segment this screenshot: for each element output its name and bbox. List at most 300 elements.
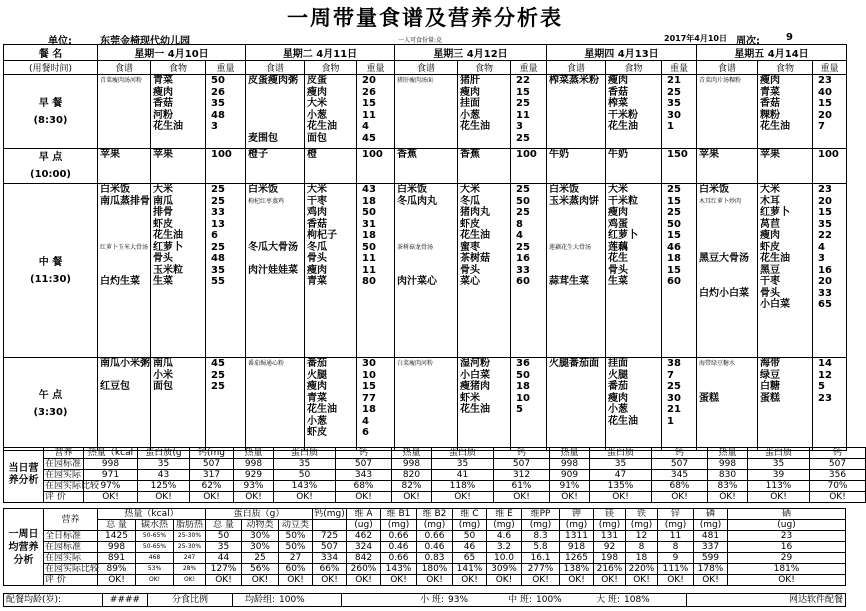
daily-header-cell: 钙 — [494, 448, 550, 459]
food-amount: 18 — [516, 381, 530, 392]
daily-value-cell: 68% — [652, 481, 708, 492]
avg-age-label: 配餐均龄(岁): — [4, 594, 103, 607]
food-name: 莲藕 — [608, 241, 628, 253]
weekly-group-header: 维 C — [453, 509, 487, 520]
food-name: 干米粒 — [608, 195, 638, 207]
daily-value-cell: 507 — [494, 459, 550, 470]
food-name: 瘦肉 — [760, 230, 780, 241]
weekly-value-cell: 25-30% — [174, 542, 206, 553]
ratio-label: 分食比例 — [148, 594, 233, 607]
daily-analysis-title: 当日营养分析 — [4, 448, 44, 503]
food-amount: 20 — [818, 109, 832, 121]
food-amount: 15 — [818, 207, 832, 218]
weekly-row-label: 全日标准 — [44, 531, 98, 542]
weekly-value-cell: 60% — [279, 564, 313, 575]
food-name: 南瓜 — [153, 358, 173, 369]
food-amount: 10 — [516, 392, 530, 404]
daily-value-cell: 343 — [336, 470, 392, 481]
weekly-sub-header: (ug) — [347, 520, 381, 531]
daily-header-cell: 热量（kcal — [84, 448, 138, 459]
meal-label — [4, 184, 98, 358]
dish-name: 皮蛋瘦肉粥 — [248, 75, 298, 86]
weekly-value-cell: 53% — [136, 564, 174, 575]
food-amount: 15 — [667, 264, 681, 276]
food-amount: 4 — [362, 415, 369, 427]
food-name: 青菜 — [153, 75, 173, 86]
food-amount: 22 — [818, 230, 832, 241]
daily-value-cell: 998 — [708, 459, 748, 470]
recipe-cell — [395, 149, 458, 184]
dish-name: 红豆包 — [100, 381, 130, 392]
dish-name: 白米饭 — [699, 184, 729, 195]
weekly-sub-header: (mg) — [694, 520, 728, 531]
weekly-value-cell: 27 — [279, 553, 313, 564]
daily-header-cell: 钙 — [810, 448, 866, 459]
food-name: 白糖 — [760, 381, 780, 392]
food-name: 莴苣 — [760, 218, 780, 230]
dish-name — [248, 427, 302, 439]
daily-value-cell: OK! — [190, 492, 234, 503]
weekly-value-cell: 891 — [98, 553, 136, 564]
weekly-value-cell: 277% — [522, 564, 560, 575]
dish-name: 青菜肉片汤粿粉 — [699, 77, 742, 84]
food-name: 红萝卜 — [608, 230, 638, 241]
amount-cell — [206, 358, 246, 451]
food-amount: 25 — [211, 195, 225, 207]
food-name: 花生油 — [460, 230, 490, 241]
amount-cell — [813, 75, 847, 149]
daily-value-cell: 83% — [708, 481, 748, 492]
recipe-cell — [547, 149, 606, 184]
dish-name — [549, 207, 603, 219]
daily-value-cell: 909 — [550, 470, 590, 481]
amount-cell — [813, 358, 847, 451]
food-amount: 25 — [516, 241, 530, 253]
mid-class-value: 100% — [534, 594, 578, 607]
food-amount: 26 — [362, 86, 376, 98]
food-amount: 1 — [667, 121, 674, 132]
food-amount: 21 — [667, 404, 681, 415]
weekly-row-label: 在园实际 — [44, 553, 98, 564]
dish-name — [549, 121, 603, 133]
day-header: 星期五 4月14日 — [697, 45, 847, 61]
weekly-value-cell: 50 — [453, 531, 487, 542]
recipe-cell — [246, 358, 305, 451]
food-name: 干枣 — [760, 276, 780, 287]
food-col-header: 食物 — [458, 61, 511, 75]
food-name: 蜜枣 — [460, 241, 480, 253]
food-amount: 35 — [818, 218, 832, 230]
weekly-sub-header: 总 量 — [206, 520, 242, 531]
daily-value-cell: OK! — [336, 492, 392, 503]
dish-name — [549, 110, 603, 122]
food-name: 虾皮 — [460, 218, 480, 230]
daily-value-cell: OK! — [84, 492, 138, 503]
dish-name — [549, 416, 603, 428]
daily-header-cell: 蛋白质(g — [138, 448, 190, 459]
food-name: 皮蛋 — [307, 75, 327, 86]
weekly-value-cell: 918 — [560, 542, 594, 553]
amount-col-header: 重量 — [511, 61, 547, 75]
dish-name — [248, 393, 302, 405]
daily-value-cell: 43 — [138, 470, 190, 481]
dish-name — [699, 230, 755, 242]
dish-name — [248, 207, 302, 219]
food-name: 瘦肉 — [608, 207, 628, 218]
weekly-group-header: 钙(mg) — [314, 509, 345, 519]
food-name: 香菇 — [760, 98, 780, 109]
weekly-group-header: 磷 — [694, 509, 728, 520]
weekly-value-cell: 725 — [313, 531, 347, 542]
weekly-value-cell: 50 — [206, 531, 242, 542]
daily-value-cell: 125% — [138, 481, 190, 492]
dish-name — [100, 265, 148, 277]
food-name: 玉米粒 — [153, 264, 183, 276]
weekly-value-cell: OK! — [728, 575, 846, 586]
weekly-value-cell: 143% — [381, 564, 417, 575]
dish-name: 白菜瘦肉河粉 — [397, 360, 434, 367]
day-header: 星期四 4月13日 — [547, 45, 697, 61]
daily-value-cell: 118% — [432, 481, 494, 492]
weekly-group-header: 维 B2 — [417, 509, 453, 520]
meal-time: (3:30) — [33, 407, 68, 418]
food-cell — [151, 149, 206, 184]
weekly-value-cell: 8 — [626, 542, 658, 553]
weekly-value-cell: 0.66 — [417, 531, 453, 542]
food-name: 骨头 — [153, 253, 173, 264]
food-amount: 26 — [211, 86, 225, 98]
food-cell — [606, 149, 662, 184]
food-amount: 18 — [362, 230, 376, 241]
weekly-value-cell: 247 — [174, 553, 206, 564]
dish-name: 海带绿豆糖水 — [699, 360, 736, 367]
food-amount: 50 — [516, 195, 530, 207]
food-name: 大米 — [153, 184, 173, 195]
daily-value-cell: OK! — [138, 492, 190, 503]
weekly-group-header: 镁 — [594, 509, 626, 520]
food-name: 大米 — [608, 184, 628, 195]
dish-name: 白米饭 — [100, 184, 130, 195]
food-amount: 18 — [667, 253, 681, 264]
weekly-value-cell: 0.46 — [381, 542, 417, 553]
recipe-col-header: 食谱 — [98, 61, 151, 75]
food-name: 小白菜 — [460, 369, 490, 381]
daily-header-cell: 营养 — [44, 448, 84, 459]
weekly-value-cell: 180% — [417, 564, 453, 575]
dish-name: 黑豆大骨汤 — [699, 253, 749, 264]
food-cell — [458, 149, 511, 184]
food-name: 花生油 — [153, 121, 183, 132]
weekly-value-cell: 507 — [313, 542, 347, 553]
weekly-value-cell: 23 — [728, 531, 846, 542]
dish-name — [397, 393, 455, 405]
recipe-cell — [246, 75, 305, 149]
dish-name — [699, 121, 755, 133]
daily-value-cell: 998 — [392, 459, 432, 470]
amount-cell — [357, 149, 395, 184]
dish-name — [397, 87, 455, 99]
weekly-value-cell: OK! — [279, 575, 313, 586]
daily-value-cell: 47 — [590, 470, 652, 481]
food-name: 火腿 — [307, 369, 327, 381]
weekly-value-cell: OK! — [206, 575, 242, 586]
weekly-value-cell: OK! — [347, 575, 381, 586]
weekly-value-cell: 220% — [626, 564, 658, 575]
food-amount: 38 — [667, 358, 681, 369]
weekly-value-cell: 1425 — [98, 531, 136, 542]
food-name: 大米 — [460, 184, 480, 195]
food-amount: 15 — [362, 98, 376, 109]
weekly-value-cell: 178% — [694, 564, 728, 575]
weekly-value-cell: 141% — [453, 564, 487, 575]
dish-name — [100, 98, 148, 110]
daily-value-cell: 507 — [652, 459, 708, 470]
weekly-value-cell: OK! — [242, 575, 279, 586]
food-amount: 46 — [667, 241, 681, 253]
weekly-sub-header: (ug) — [728, 520, 846, 531]
recipe-col-header: 食谱 — [246, 61, 305, 75]
weekly-value-cell: 30% — [242, 542, 279, 553]
meal-name: 中 餐 — [38, 256, 63, 268]
weekly-analysis-table — [3, 508, 846, 586]
food-amount: 18 — [362, 195, 376, 207]
food-amount: 10 — [362, 369, 376, 381]
food-amount: 35 — [211, 264, 225, 276]
food-amount: 20 — [362, 75, 376, 86]
dish-name — [248, 253, 302, 265]
recipe-cell — [98, 358, 151, 451]
daily-value-cell: 35 — [432, 459, 494, 470]
meal-time: (11:30) — [30, 273, 71, 285]
food-name: 茶树菇 — [460, 253, 490, 264]
food-name: 小葱 — [460, 109, 480, 121]
daily-value-cell: 929 — [234, 470, 274, 481]
dish-name: 猪肝瘦肉汤面 — [397, 77, 434, 84]
daily-header-cell: 蛋白质 — [590, 448, 652, 459]
weekly-value-cell: 181% — [728, 564, 846, 575]
food-cell — [758, 149, 813, 184]
food-amount: 13 — [211, 218, 225, 230]
meal-label — [4, 75, 98, 149]
weekly-value-cell: 0.46 — [417, 542, 453, 553]
weekly-value-cell: 56% — [242, 564, 279, 575]
food-cell — [606, 75, 662, 149]
meal-name: 早 餐 — [38, 97, 63, 109]
daily-value-cell: 998 — [84, 459, 138, 470]
daily-value-cell: 507 — [810, 459, 866, 470]
weekly-sub-header: 动物类 — [242, 520, 279, 531]
food-name: 大米 — [760, 184, 780, 195]
dish-name: 番茄焗通心粉 — [248, 360, 285, 367]
food-amount: 16 — [516, 253, 530, 264]
food-name: 小葱 — [608, 404, 628, 415]
food-name: 花生油 — [608, 121, 638, 132]
amount-cell — [357, 358, 395, 451]
dish-name: 橙子 — [248, 149, 268, 160]
weekly-value-cell: 12 — [626, 531, 658, 542]
recipe-cell — [246, 149, 305, 184]
weekly-value-cell: OK! — [417, 575, 453, 586]
food-name: 黑豆 — [760, 264, 780, 276]
food-amount: 50 — [211, 75, 225, 86]
food-name: 花生油 — [608, 415, 638, 427]
daily-value-cell: 39 — [748, 470, 810, 481]
food-amount: 150 — [667, 149, 688, 160]
dish-name: 榨菜蒸米粉 — [549, 75, 599, 86]
food-name: 干米粉 — [608, 109, 638, 121]
weekly-group-header: 维 E — [487, 509, 522, 520]
weekly-value-cell: 16.1 — [522, 553, 560, 564]
dish-name: 肉汁娃娃菜 — [248, 264, 298, 276]
food-amount: 8 — [516, 218, 523, 230]
weekly-row-label: 在园标准 — [44, 542, 98, 553]
daily-value-cell: 35 — [590, 459, 652, 470]
week-number: 9 — [786, 32, 793, 43]
food-name: 小葱 — [307, 109, 327, 121]
weekly-analysis-title: 一周日均营养分析 — [4, 509, 44, 586]
dish-name — [397, 253, 455, 265]
food-name: 香蕉 — [460, 149, 480, 160]
food-cell — [458, 358, 511, 451]
food-name: 苹果 — [760, 149, 780, 160]
food-amount: 6 — [211, 230, 218, 241]
weekly-value-cell: 337 — [694, 542, 728, 553]
food-name: 香菇 — [307, 218, 327, 230]
weekly-value-cell: 89% — [98, 564, 136, 575]
daily-value-cell: 93% — [234, 481, 274, 492]
food-name: 苹果 — [153, 149, 173, 160]
food-cell — [305, 358, 357, 451]
dish-name — [699, 265, 755, 277]
daily-value-cell: 312 — [494, 470, 550, 481]
food-name: 青菜 — [307, 392, 327, 404]
food-col-header: 食物 — [758, 61, 813, 75]
daily-header-cell: 蛋白质 — [748, 448, 810, 459]
weekly-value-cell: OK! — [453, 575, 487, 586]
food-amount: 22 — [516, 75, 530, 86]
food-amount: 15 — [667, 230, 681, 241]
food-amount: 25 — [211, 184, 225, 195]
food-col-header: 食物 — [305, 61, 357, 75]
recipe-col-header: 食谱 — [697, 61, 758, 75]
weekly-value-cell: 30% — [242, 531, 279, 542]
food-cell — [458, 184, 511, 358]
food-amount: 50 — [362, 207, 376, 218]
weekly-value-cell: 50-65% — [136, 542, 174, 553]
weekly-value-cell: 5.8 — [522, 542, 560, 553]
weekly-value-cell: 50% — [279, 542, 313, 553]
big-class-value: 108% — [622, 594, 687, 607]
dish-name — [699, 110, 755, 122]
food-name: 花生油 — [153, 230, 183, 241]
food-name: 猪肝 — [460, 75, 480, 86]
food-amount: 33 — [516, 264, 530, 276]
dish-name: 红萝卜玉米大骨汤 — [100, 243, 149, 251]
amount-col-header: 重量 — [813, 61, 847, 75]
food-amount: 25 — [667, 381, 681, 392]
food-name: 生菜 — [608, 276, 628, 287]
meal-time: (10:00) — [30, 169, 71, 180]
weekly-value-cell: 998 — [98, 542, 136, 553]
dish-name: 茶树菇龙骨汤 — [397, 243, 434, 251]
dish-name — [549, 404, 603, 416]
dish-name — [549, 98, 603, 110]
food-cell — [758, 358, 813, 451]
food-amount: 50 — [516, 369, 530, 381]
weekly-value-cell: 216% — [594, 564, 626, 575]
dish-name — [699, 87, 755, 99]
food-amount: 23 — [818, 75, 832, 86]
food-name: 瘦肉 — [608, 75, 628, 86]
daily-value-cell: 998 — [234, 459, 274, 470]
dish-name: 肉汁菜心 — [397, 276, 437, 287]
weekly-value-cell: OK! — [658, 575, 694, 586]
portion-note: 一人可食份量:克 — [398, 37, 443, 44]
weekly-sub-header: (mg) — [658, 520, 694, 531]
food-name: 瘦肉 — [760, 75, 780, 86]
weekly-group-header: 铁 — [626, 509, 658, 520]
dish-name — [549, 370, 603, 382]
recipe-cell — [246, 184, 305, 358]
weekly-group-header: 硒 — [728, 509, 846, 520]
food-name: 骨头 — [307, 253, 327, 264]
food-name: 鸡肉 — [307, 207, 327, 218]
daily-value-cell: 91% — [550, 481, 590, 492]
dish-name: 麦围包 — [248, 132, 278, 144]
food-name: 小白菜 — [760, 299, 790, 310]
dish-name: 南瓜蒸排骨 — [100, 195, 150, 207]
food-name: 面包 — [153, 381, 173, 392]
food-name: 虾米 — [460, 392, 480, 404]
weekly-value-cell: 3.2 — [487, 542, 522, 553]
food-amount: 50 — [667, 218, 681, 230]
weekly-value-cell: 92 — [594, 542, 626, 553]
weekly-value-cell: 44 — [206, 553, 242, 564]
dish-name — [100, 87, 148, 99]
weekly-value-cell: OK! — [522, 575, 560, 586]
dish-name — [100, 121, 148, 133]
dish-name — [100, 219, 148, 231]
weekly-value-cell: OK! — [381, 575, 417, 586]
dish-name — [100, 230, 148, 242]
weekly-value-cell: 198 — [594, 553, 626, 564]
daily-header-cell: 蛋白质 — [432, 448, 494, 459]
dish-name — [397, 404, 455, 416]
food-cell — [305, 75, 357, 149]
weekly-sub-header: 总 量 — [98, 520, 136, 531]
daily-value-cell: 998 — [550, 459, 590, 470]
food-amount: 1 — [667, 415, 674, 427]
dish-name — [397, 98, 455, 110]
weekly-group-header: 热量（kcal） — [98, 509, 206, 520]
dish-name: 青菜瘦肉汤河粉 — [100, 77, 143, 84]
dish-name — [549, 219, 603, 231]
food-amount: 100 — [516, 149, 537, 160]
dish-name — [397, 207, 455, 219]
daily-value-cell: 317 — [190, 470, 234, 481]
daily-row-label: 评 价 — [44, 492, 84, 503]
dish-name — [248, 121, 302, 133]
dish-name: 冬瓜肉丸 — [397, 195, 437, 207]
food-name: 橙 — [307, 149, 317, 160]
weekly-sub-header: (mg) — [626, 520, 658, 531]
weekly-value-cell: 599 — [694, 553, 728, 564]
food-name: 花生油 — [460, 404, 490, 415]
weekly-value-cell: 9 — [658, 553, 694, 564]
weekly-value-cell: 10.0 — [487, 553, 522, 564]
amount-cell — [357, 75, 395, 149]
recipe-cell — [395, 75, 458, 149]
